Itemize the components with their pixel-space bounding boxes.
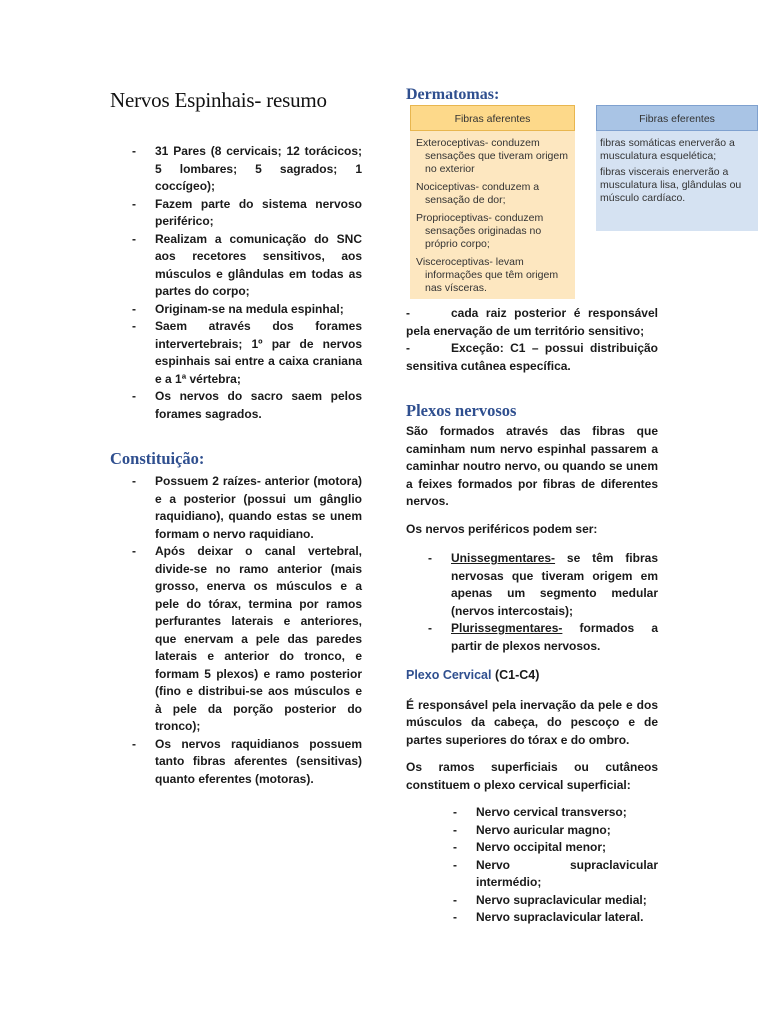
aferentes-entry: Nociceptivas- conduzem a sensação de dor; bbox=[416, 181, 540, 206]
list-item: - Nervo supraclavicular lateral. bbox=[406, 909, 658, 927]
list-item: - Realizam a comunicação do SNC aos recetores sensitivos, aos músculos e glândulas em todas as partes do corpo; bbox=[110, 231, 362, 301]
plexos-text: São formados através das fibras que caminham num nervo espinhal passarem a caminhar noutro nervo, ou quando se unem a feixes formados por fibras de diferentes nervos. bbox=[406, 424, 658, 508]
eferentes-header: Fibras eferentes bbox=[596, 105, 758, 131]
list-item: - Saem através dos forames intervertebrais; 1º par de nervos espinhais sai entre a caixa craniana e a 1ª vértebra; bbox=[110, 318, 362, 388]
aferentes-box bbox=[410, 131, 575, 299]
list-item: - 31 Pares (8 cervicais; 12 torácicos; 5 lombares; 5 sagrados; 1 coccígeo); bbox=[110, 143, 362, 196]
list-item: - Nervo supraclavicular medial; bbox=[406, 892, 658, 910]
tipo-rest: se têm fibras nervosas que tiveram origem em apenas um segmento medular (nervos intercostais); bbox=[451, 551, 658, 618]
list-item: - Fazem parte do sistema nervoso periférico; bbox=[110, 196, 362, 231]
list-item bbox=[406, 620, 658, 655]
perifericos-intro: Os nervos periféricos podem ser: bbox=[406, 521, 598, 536]
constituicao-heading: Constituição: bbox=[110, 449, 205, 468]
cervical-text: É responsável pela inervação da pele e dos músculos da cabeça, do pescoço e de partes superiores do tórax e do ombro. bbox=[406, 697, 658, 747]
dash-text: Exceção: C1 – possui distribuição sensitiva cutânea específica. bbox=[406, 341, 658, 373]
constituicao-list bbox=[110, 473, 362, 788]
tipo-term: Unissegmentares- bbox=[451, 551, 556, 565]
eferentes-box bbox=[596, 131, 758, 231]
cervical-heading bbox=[406, 667, 658, 685]
summary-list bbox=[110, 143, 362, 423]
list-item: - Os nervos do sacro saem pelos forames sagrados. bbox=[110, 388, 362, 423]
dash-paragraph bbox=[406, 305, 658, 340]
list-item bbox=[406, 550, 658, 620]
dash-marker: - bbox=[406, 341, 410, 355]
aferentes-header: Fibras aferentes bbox=[410, 105, 575, 131]
aferentes-entry: Proprioceptivas- conduzem sensações originadas no próprio corpo; bbox=[416, 212, 544, 250]
list-item: - Nervo auricular magno; bbox=[406, 822, 658, 840]
cervical-title: Plexo Cervical bbox=[406, 668, 492, 682]
right-column bbox=[406, 86, 658, 104]
list-item: - Nervo occipital menor; bbox=[406, 839, 658, 857]
dash-text: cada raiz posterior é responsável pela enervação de um território sensitivo; bbox=[406, 306, 658, 338]
list-item: - Após deixar o canal vertebral, divide-se no ramo anterior (mais grosso, enerva os músculos e a pele do tórax, termina por ramos perfurantes laterais e anteriores, que enervam a pele das paredes laterais e anterior do tronco, e formam 5 plexos) e ramo posterior (fino e distribui-se aos músculos e à pele da porção posterior do tronco); bbox=[110, 543, 362, 736]
tipos-list bbox=[406, 550, 658, 655]
left-column bbox=[110, 88, 362, 788]
eferentes-entry: fibras viscerais enerverão a musculatura lisa, glândulas ou músculo cardíaco. bbox=[600, 166, 742, 204]
dermatomas-heading: Dermatomas: bbox=[406, 86, 500, 103]
cervical-range: (C1-C4) bbox=[491, 668, 540, 682]
plexos-heading: Plexos nervosos bbox=[406, 401, 517, 420]
ramos-list bbox=[406, 804, 658, 927]
list-item: - Possuem 2 raízes- anterior (motora) e a posterior (possui um gânglio raquidiano), quando estas se unem formam o nervo raquidiano. bbox=[110, 473, 362, 543]
dermatomas-diagram bbox=[410, 105, 766, 305]
eferentes-entry: fibras somáticas enerverão a musculatura esquelética; bbox=[600, 137, 735, 162]
list-item: - Originam-se na medula espinhal; bbox=[110, 301, 362, 319]
aferentes-entry: Exteroceptivas- conduzem sensações que tiveram origem no exterior bbox=[416, 137, 568, 175]
list-item: - Nervo supraclavicular intermédio; bbox=[406, 857, 658, 892]
right-column-lower bbox=[406, 305, 658, 927]
ramos-intro: Os ramos superficiais ou cutâneos constituem o plexo cervical superficial: bbox=[406, 760, 658, 792]
page-title: Nervos Espinhais- resumo bbox=[110, 88, 327, 112]
list-item: - Os nervos raquidianos possuem tanto fibras aferentes (sensitivas) quanto eferentes (motoras). bbox=[110, 736, 362, 789]
tipo-term: Plurissegmentares- bbox=[451, 621, 563, 635]
dash-marker: - bbox=[406, 306, 410, 320]
dash-paragraph bbox=[406, 340, 658, 375]
list-item: - Nervo cervical transverso; bbox=[406, 804, 658, 822]
tipo-rest: formados a partir de plexos nervosos. bbox=[451, 621, 658, 653]
aferentes-entry: Visceroceptivas- levam informações que têm origem nas vísceras. bbox=[416, 256, 559, 294]
